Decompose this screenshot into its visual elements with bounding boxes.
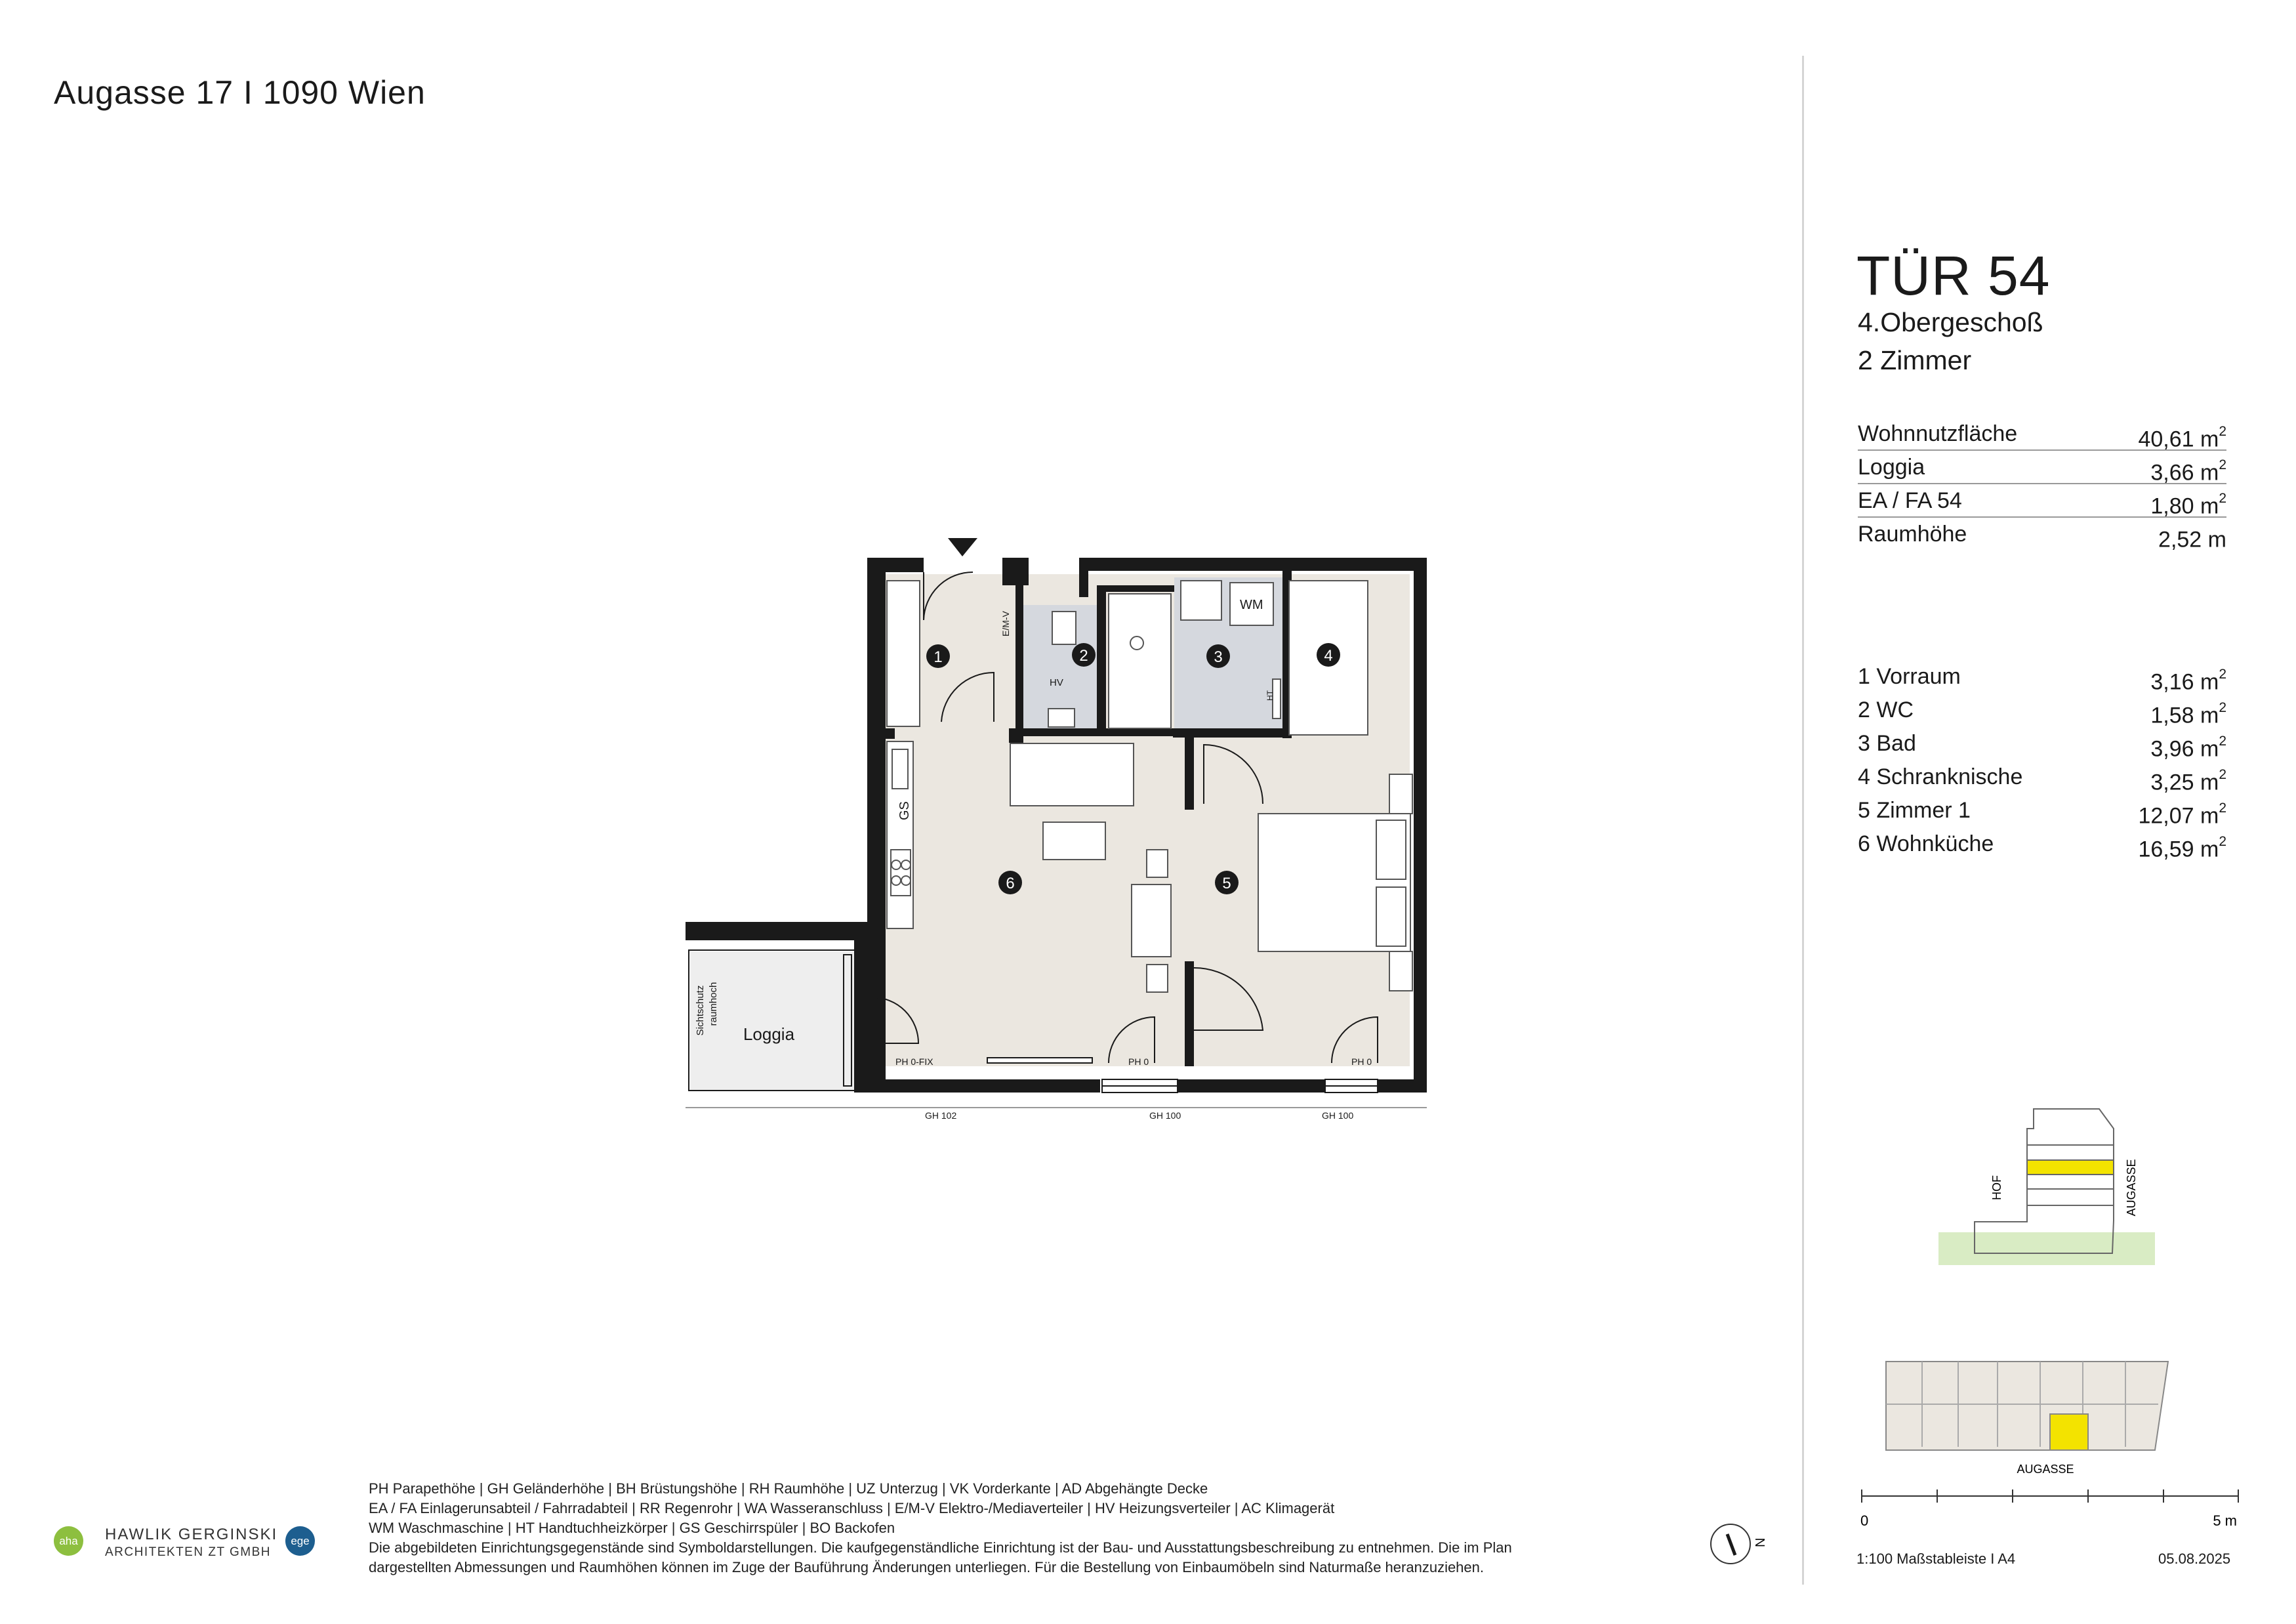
summary-value: 3,66 $m^2$ xyxy=(2150,457,2226,486)
highlight-floor xyxy=(2027,1160,2114,1175)
scale-bar xyxy=(1856,1476,2244,1549)
ege-logo: ege xyxy=(285,1526,315,1556)
shower xyxy=(1109,594,1171,728)
svg-text:GH 100: GH 100 xyxy=(1149,1110,1181,1121)
unit-rooms: 2 Zimmer xyxy=(1858,345,1972,375)
svg-text:5: 5 xyxy=(1222,875,1231,892)
svg-text:PH 0: PH 0 xyxy=(1351,1056,1372,1067)
summary-label: Wohnnutzfläche xyxy=(1858,421,2018,446)
architect-name: HAWLIK GERGINSKI ARCHITEKTEN ZT GMBH xyxy=(105,1526,278,1559)
summary-label: EA / FA 54 xyxy=(1858,488,1962,513)
svg-text:4: 4 xyxy=(1324,647,1333,665)
building-section xyxy=(1919,1099,2168,1276)
toilet xyxy=(1052,612,1076,644)
room-row: 6 Wohnküche 16,59 $m^2$ xyxy=(1858,831,2226,862)
svg-text:GH 100: GH 100 xyxy=(1322,1110,1354,1121)
summary-value: 2,52 m xyxy=(2158,527,2226,552)
svg-text:6: 6 xyxy=(1006,875,1015,892)
washbasin xyxy=(1181,581,1221,620)
room-area-list xyxy=(1858,660,2226,861)
summary-label: Raumhöhe xyxy=(1858,522,1967,547)
dining-table xyxy=(1132,885,1171,957)
aha-logo: aha xyxy=(54,1526,83,1556)
svg-text:raumhoch: raumhoch xyxy=(708,982,719,1026)
summary-row xyxy=(1858,484,2226,518)
project-address: Augasse 17 I 1090 Wien xyxy=(54,74,426,111)
svg-text:AUGASSE: AUGASSE xyxy=(2125,1159,2138,1217)
summary-value: 40,61 $m^2$ xyxy=(2138,424,2226,452)
legend-line: Die abgebildeten Einrichtungsgegenstände sind Symboldarstellungen. Die kaufgegenständliche Einrichtung ist der Bau- und Ausstattungsbeschreibung zu entnehmen. Die im Plan xyxy=(369,1539,1512,1556)
area-summary-table xyxy=(1858,417,2226,551)
legend-notes xyxy=(369,1479,1681,1577)
svg-text:PH 0: PH 0 xyxy=(1128,1056,1149,1067)
room-row: 2 WC 1,58 $m^2$ xyxy=(1858,697,2226,728)
room-row: 4 Schranknische 3,25 $m^2$ xyxy=(1858,764,2226,795)
svg-text:3: 3 xyxy=(1214,648,1223,666)
svg-text:Sichtschutz: Sichtschutz xyxy=(695,985,706,1036)
legend-line: WM Waschmaschine | HT Handtuchheizkörper | GS Geschirrspüler | BO Backofen xyxy=(369,1520,895,1536)
legend-line: PH Parapethöhe | GH Geländerhöhe | BH Brüstungshöhe | RH Raumhöhe | UZ Unterzug | VK Vorderkante | AD Abgehängte Decke xyxy=(369,1480,1208,1497)
summary-label: Loggia xyxy=(1858,455,1925,480)
svg-text:PH 0: PH 0 xyxy=(878,1024,888,1043)
floor-plan xyxy=(682,531,1437,1122)
room-row: 1 Vorraum 3,16 $m^2$ xyxy=(1858,664,2226,695)
north-arrow-icon xyxy=(1709,1521,1768,1567)
summary-row xyxy=(1858,451,2226,484)
svg-text:WM: WM xyxy=(1240,598,1263,612)
svg-text:HOF: HOF xyxy=(1990,1175,2003,1200)
plan-date: 05.08.2025 xyxy=(2158,1551,2231,1567)
svg-text:GH 102: GH 102 xyxy=(925,1110,957,1121)
summary-value: 1,80 $m^2$ xyxy=(2150,491,2226,519)
ground-strip xyxy=(1938,1232,2155,1265)
svg-text:E/M-V: E/M-V xyxy=(1000,611,1011,636)
svg-text:Loggia: Loggia xyxy=(743,1024,795,1044)
summary-row xyxy=(1858,518,2226,551)
svg-text:5 m: 5 m xyxy=(2213,1512,2237,1529)
svg-text:GS: GS xyxy=(897,801,912,820)
scale-note: 1:100 Maßstableiste I A4 xyxy=(1856,1551,2016,1567)
svg-text:HT: HT xyxy=(1265,690,1275,701)
vertical-divider xyxy=(1802,56,1804,1585)
legend-line: dargestellten Abmessungen und Raumhöhen können im Zuge der Bauführung Änderungen unterliegen. Für die Bestellung von Einbaumöbeln sind Naturmaße heranzuziehen. xyxy=(369,1559,1485,1575)
coffee-table xyxy=(1043,822,1105,860)
entrance-arrow xyxy=(948,538,977,556)
site-plan xyxy=(1876,1345,2178,1476)
room-row: 5 Zimmer 1 12,07 $m^2$ xyxy=(1858,798,2226,829)
room-row: 3 Bad 3,96 $m^2$ xyxy=(1858,731,2226,762)
sofa xyxy=(1010,743,1134,806)
svg-text:N: N xyxy=(1753,1537,1768,1547)
wardrobe xyxy=(887,581,920,726)
summary-row xyxy=(1858,417,2226,451)
unit-title: TÜR 54 xyxy=(1856,245,2051,306)
svg-text:HV: HV xyxy=(1050,677,1063,688)
legend-line: EA / FA Einlagerunsabteil / Fahrradabteil | RR Regenrohr | WA Wasseranschluss | E/M-V Elektro-/Mediaverteiler | HV Heizungsverteiler | AC Klimagerät xyxy=(369,1500,1335,1516)
svg-text:AUGASSE: AUGASSE xyxy=(2017,1463,2074,1476)
svg-text:2: 2 xyxy=(1079,647,1088,665)
svg-text:1: 1 xyxy=(933,648,943,666)
unit-floor: 4.Obergeschoß xyxy=(1858,307,2043,337)
highlight-unit xyxy=(2050,1414,2088,1450)
svg-text:0: 0 xyxy=(1860,1512,1869,1529)
svg-text:PH 0-FIX: PH 0-FIX xyxy=(895,1056,933,1067)
